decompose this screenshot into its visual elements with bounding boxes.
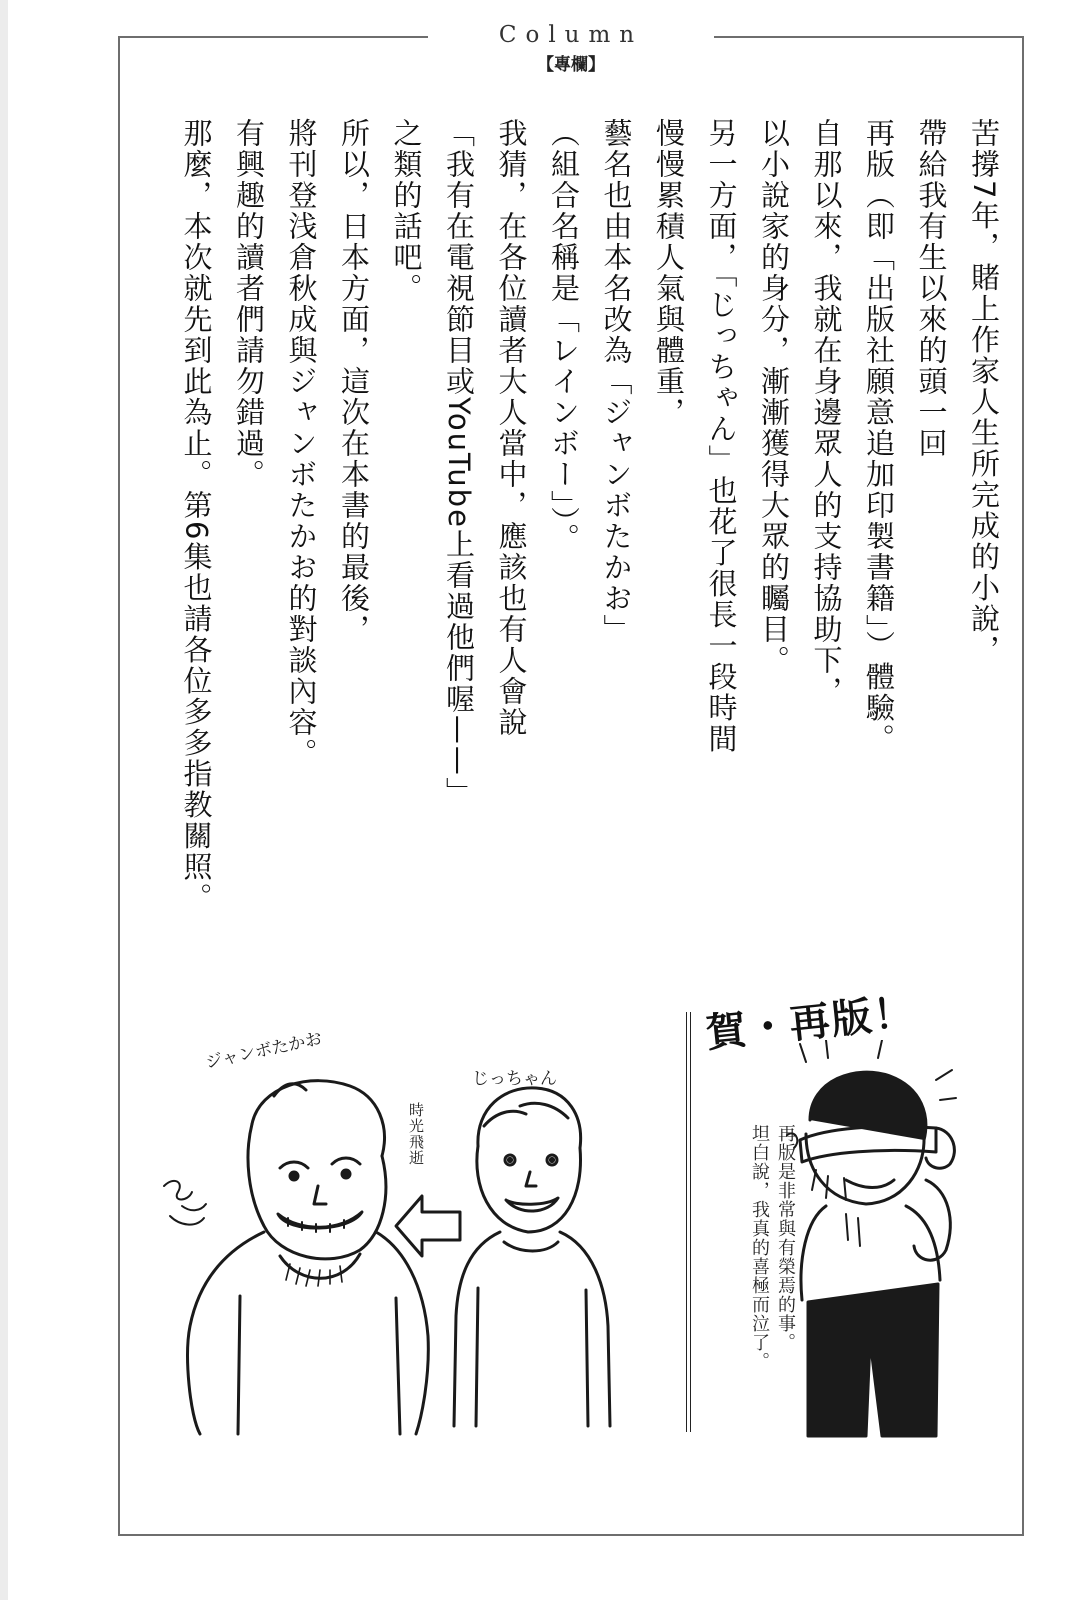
body-line: 慢慢累積人氣與體重， — [652, 118, 686, 428]
column-body-text — [130, 118, 1010, 988]
time-flies-caption: 時光飛逝 — [407, 1102, 425, 1166]
jumbo-takao-label: ジャンボたかお — [203, 1028, 324, 1074]
caption-line: 坦白說，我真的喜極而泣了。 — [749, 1124, 770, 1371]
crying-author-figure — [786, 1040, 962, 1440]
column-section-label: 【專欄】 — [537, 55, 605, 75]
body-line: 再版（即「出版社願意追加印製書籍」）體驗。 — [862, 118, 896, 755]
body-line: 以小說家的身分，漸漸獲得大眾的矚目。 — [757, 118, 791, 676]
body-line: 之類的話吧。 — [389, 118, 424, 304]
jicchan-figure-drawing — [454, 1088, 610, 1426]
body-line: 有興趣的讀者們請勿錯過。 — [232, 118, 266, 490]
body-line: 「我有在電視節目或YouTube上看過他們喔——」 — [442, 118, 476, 808]
body-line: 帶給我有生以來的頭一回 — [914, 118, 949, 459]
signature-scribble — [164, 1181, 206, 1225]
illustration-divider — [686, 1012, 691, 1432]
column-header — [428, 22, 714, 75]
body-line: 苦撐7年，賭上作家人生所完成的小說， — [967, 118, 1001, 666]
column-title: Column — [498, 22, 644, 48]
body-line: （組合名稱是「レインボー」）。 — [547, 118, 581, 554]
arrow-left-drawing — [396, 1196, 460, 1256]
body-line: 將刊登浅倉秋成與ジャンボたかお的對談內容。 — [284, 118, 319, 769]
body-line: 我猜，在各位讀者大人當中，應該也有人會說 — [494, 118, 529, 738]
caption-line: 再版是非常與有榮焉的事。 — [775, 1124, 796, 1352]
body-line: 那麼，本次就先到此為止。第6集也請各位多多指教關照。 — [179, 118, 214, 914]
body-line: 所以，日本方面，這次在本書的最後， — [337, 118, 371, 645]
illustration-two-figures — [160, 1036, 680, 1436]
congrats-reprint-banner: 賀・再版！ — [703, 989, 918, 1057]
body-line: 另一方面，「じっちゃん」也花了很長一段時間 — [704, 118, 739, 755]
scan-edge-shade — [0, 0, 8, 1600]
body-line: 藝名也由本名改為「ジャンボたかお」 — [599, 118, 634, 645]
body-line: 自那以來，我就在身邊眾人的支持協助下， — [809, 118, 844, 707]
jicchan-label: じっちゃん — [472, 1069, 557, 1089]
jumbo-figure-drawing — [188, 1081, 429, 1434]
